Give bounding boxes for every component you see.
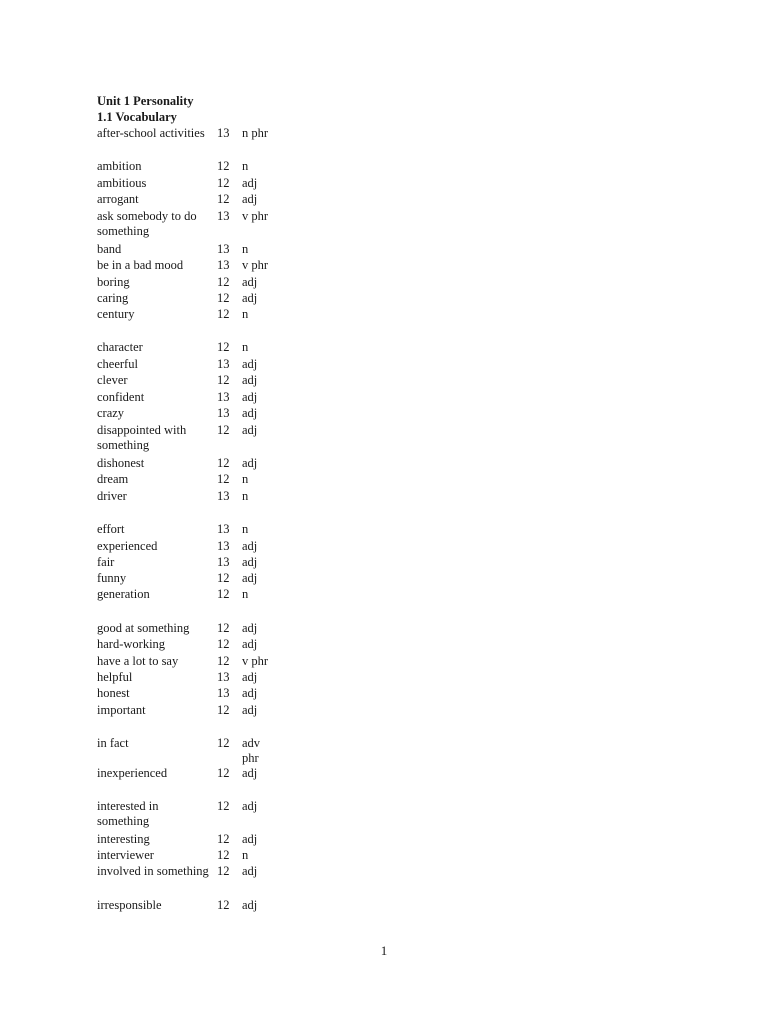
vocabulary-word: cheerful — [97, 357, 138, 371]
page-reference: 12 — [217, 307, 230, 321]
page-reference: 13 — [217, 390, 230, 404]
page-reference: 13 — [217, 555, 230, 569]
part-of-speech: adj — [242, 373, 258, 387]
vocabulary-word: helpful — [97, 670, 133, 684]
vocabulary-word: band — [97, 242, 122, 256]
page-reference: 13 — [217, 489, 230, 503]
vocabulary-word: driver — [97, 489, 127, 503]
part-of-speech: v phr — [242, 209, 269, 223]
part-of-speech: adj — [242, 766, 258, 780]
page-reference: 12 — [217, 848, 230, 862]
part-of-speech: adj — [242, 799, 258, 813]
page-reference: 12 — [217, 621, 230, 635]
page-reference: 13 — [217, 670, 230, 684]
vocabulary-word: arrogant — [97, 192, 139, 206]
page-reference: 12 — [217, 766, 230, 780]
page-reference: 13 — [217, 539, 230, 553]
vocabulary-word: generation — [97, 587, 150, 601]
vocabulary-word: involved in something — [97, 864, 209, 878]
vocabulary-word: caring — [97, 291, 129, 305]
page-reference: 12 — [217, 423, 230, 437]
vocabulary-word: character — [97, 340, 143, 354]
part-of-speech: adj — [242, 390, 258, 404]
part-of-speech: adj — [242, 423, 258, 437]
page-reference: 13 — [217, 258, 230, 272]
part-of-speech: n — [242, 307, 249, 321]
vocabulary-word: good at something — [97, 621, 190, 635]
vocabulary-word: inexperienced — [97, 766, 168, 780]
page-number: 1 — [380, 943, 388, 958]
page-reference: 12 — [217, 472, 230, 486]
part-of-speech: adj — [242, 670, 258, 684]
part-of-speech: adj — [242, 291, 258, 305]
section-title: 1.1 Vocabulary — [97, 110, 177, 124]
part-of-speech: n — [242, 340, 249, 354]
vocabulary-word: funny — [97, 571, 127, 585]
part-of-speech: n — [242, 522, 249, 536]
vocabulary-word: experienced — [97, 539, 158, 553]
page-reference: 12 — [217, 587, 230, 601]
page-reference: 12 — [217, 864, 230, 878]
page-reference: 12 — [217, 571, 230, 585]
vocabulary-word: interesting — [97, 832, 150, 846]
vocabulary-word: honest — [97, 686, 130, 700]
vocabulary-word: after-school activities — [97, 126, 205, 140]
page-reference: 12 — [217, 456, 230, 470]
page-reference: 12 — [217, 736, 230, 750]
vocabulary-word: dream — [97, 472, 129, 486]
part-of-speech: adj — [242, 703, 258, 717]
page-reference: 13 — [217, 522, 230, 536]
page-reference: 13 — [217, 126, 230, 140]
part-of-speech: adj — [242, 456, 258, 470]
part-of-speech: adj — [242, 406, 258, 420]
part-of-speech: n — [242, 242, 249, 256]
part-of-speech: adj — [242, 192, 258, 206]
page-reference: 13 — [217, 242, 230, 256]
page-reference: 12 — [217, 159, 230, 173]
part-of-speech: adj — [242, 275, 258, 289]
part-of-speech: n — [242, 489, 249, 503]
vocabulary-word: fair — [97, 555, 115, 569]
vocabulary-word: be in a bad mood — [97, 258, 184, 272]
vocabulary-word: clever — [97, 373, 128, 387]
vocabulary-word: confident — [97, 390, 145, 404]
vocabulary-word: important — [97, 703, 146, 717]
page-reference: 13 — [217, 406, 230, 420]
vocabulary-word: have a lot to say — [97, 654, 179, 668]
page-reference: 13 — [217, 209, 230, 223]
page-reference: 12 — [217, 654, 230, 668]
page-reference: 12 — [217, 898, 230, 912]
vocabulary-word: hard-working — [97, 637, 166, 651]
part-of-speech: v phr — [242, 654, 269, 668]
vocabulary-word: crazy — [97, 406, 125, 420]
page-reference: 12 — [217, 275, 230, 289]
part-of-speech: adj — [242, 357, 258, 371]
part-of-speech: adv phr — [242, 736, 261, 765]
page-reference: 12 — [217, 703, 230, 717]
part-of-speech: adj — [242, 686, 258, 700]
part-of-speech: n — [242, 848, 249, 862]
part-of-speech: adj — [242, 898, 258, 912]
page-reference: 12 — [217, 176, 230, 190]
vocabulary-word: ambition — [97, 159, 142, 173]
page-reference: 13 — [217, 357, 230, 371]
part-of-speech: adj — [242, 571, 258, 585]
part-of-speech: adj — [242, 832, 258, 846]
page-reference: 12 — [217, 832, 230, 846]
unit-title: Unit 1 Personality — [97, 94, 194, 108]
vocabulary-word: effort — [97, 522, 125, 536]
vocabulary-word: irresponsible — [97, 898, 162, 912]
page-reference: 12 — [217, 637, 230, 651]
page-reference: 12 — [217, 340, 230, 354]
page-reference: 12 — [217, 291, 230, 305]
part-of-speech: adj — [242, 864, 258, 878]
vocabulary-word: interested in something — [97, 799, 159, 828]
part-of-speech: n phr — [242, 126, 269, 140]
vocabulary-word: dishonest — [97, 456, 145, 470]
part-of-speech: n — [242, 159, 249, 173]
vocabulary-word: boring — [97, 275, 130, 289]
part-of-speech: adj — [242, 539, 258, 553]
vocabulary-word: interviewer — [97, 848, 154, 862]
page-reference: 12 — [217, 799, 230, 813]
part-of-speech: n — [242, 472, 249, 486]
page-reference: 12 — [217, 192, 230, 206]
part-of-speech: adj — [242, 176, 258, 190]
part-of-speech: v phr — [242, 258, 269, 272]
part-of-speech: adj — [242, 637, 258, 651]
page-reference: 13 — [217, 686, 230, 700]
vocabulary-word: disappointed with something — [97, 423, 187, 452]
vocabulary-word: ask somebody to do something — [97, 209, 197, 238]
part-of-speech: n — [242, 587, 249, 601]
vocabulary-word: century — [97, 307, 135, 321]
vocabulary-word: ambitious — [97, 176, 147, 190]
part-of-speech: adj — [242, 621, 258, 635]
vocabulary-word: in fact — [97, 736, 129, 750]
part-of-speech: adj — [242, 555, 258, 569]
page-reference: 12 — [217, 373, 230, 387]
